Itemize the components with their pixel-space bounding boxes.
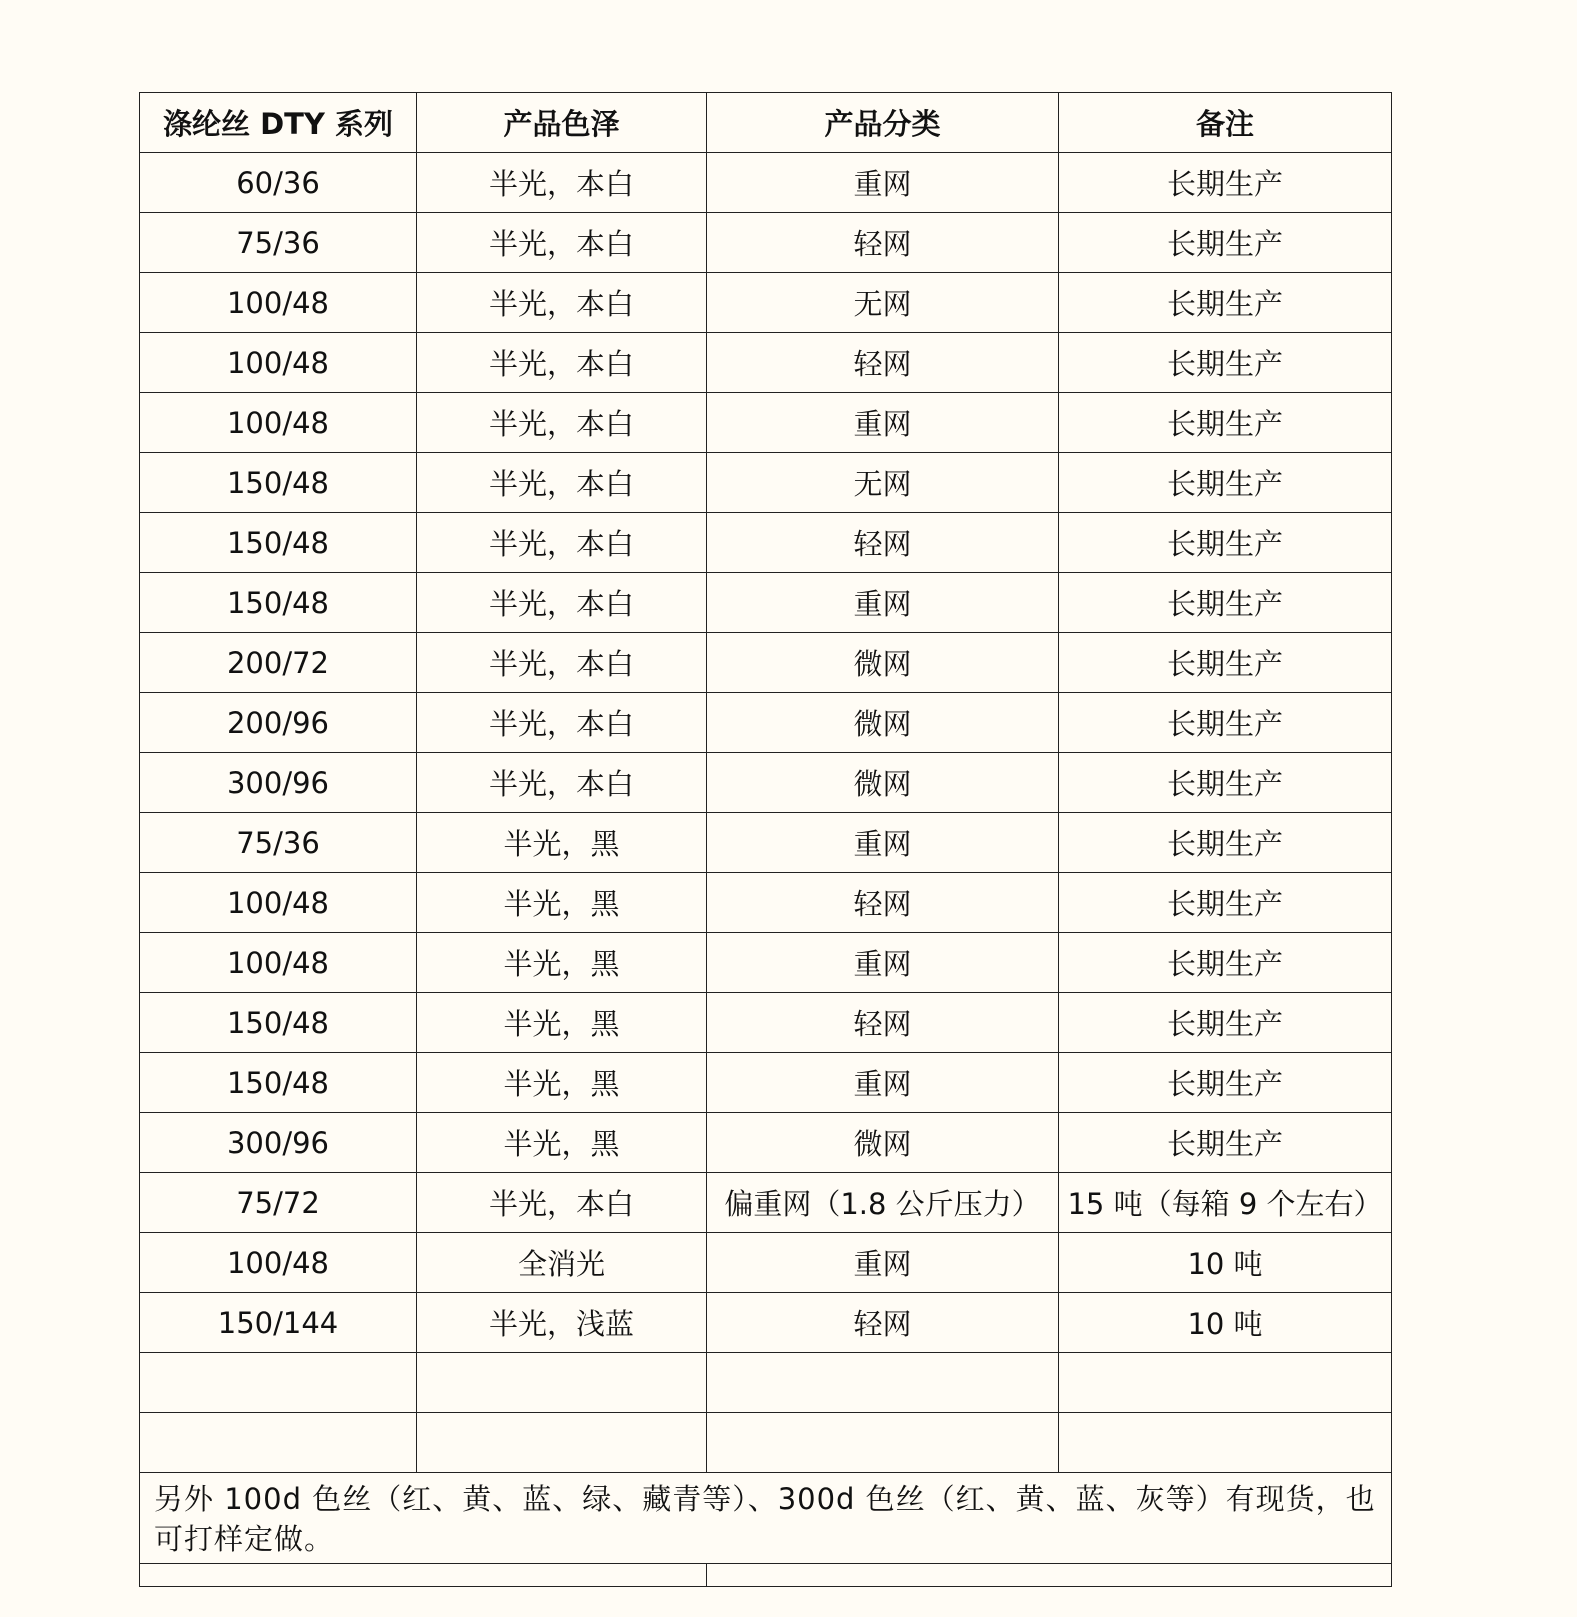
cell-series: 100/48 <box>140 273 417 333</box>
table-row-empty <box>140 1413 1392 1473</box>
table-row <box>140 753 1392 813</box>
cell-category: 微网 <box>707 633 1059 693</box>
cell-remark: 长期生产 <box>1059 1113 1392 1173</box>
table-row <box>140 813 1392 873</box>
cell-category: 微网 <box>707 753 1059 813</box>
table-body <box>140 153 1392 1587</box>
cell-series: 75/36 <box>140 213 417 273</box>
cell-series: 75/36 <box>140 813 417 873</box>
cell-remark: 长期生产 <box>1059 873 1392 933</box>
header-row <box>140 93 1392 153</box>
table-row <box>140 873 1392 933</box>
cell-series <box>140 1353 417 1413</box>
cell-series: 150/48 <box>140 993 417 1053</box>
cell-color: 全消光 <box>417 1233 707 1293</box>
header-remark: 备注 <box>1059 93 1392 153</box>
cell-color <box>417 1413 707 1473</box>
cell-category: 重网 <box>707 1053 1059 1113</box>
cell-remark: 长期生产 <box>1059 333 1392 393</box>
cell-category: 无网 <box>707 273 1059 333</box>
cell-remark <box>1059 1353 1392 1413</box>
table-row <box>140 453 1392 513</box>
table-row <box>140 1293 1392 1353</box>
table-row <box>140 693 1392 753</box>
table-row <box>140 1113 1392 1173</box>
cell-series: 100/48 <box>140 1233 417 1293</box>
product-table <box>139 92 1392 1587</box>
cell-category: 重网 <box>707 573 1059 633</box>
table-row <box>140 153 1392 213</box>
cell-color: 半光，本白 <box>417 393 707 453</box>
cell-color: 半光，本白 <box>417 333 707 393</box>
cell-remark: 10 吨 <box>1059 1233 1392 1293</box>
cell-remark: 长期生产 <box>1059 993 1392 1053</box>
cell-remark: 长期生产 <box>1059 213 1392 273</box>
table-row <box>140 933 1392 993</box>
cell-color: 半光，浅蓝 <box>417 1293 707 1353</box>
cell-series: 300/96 <box>140 1113 417 1173</box>
cell-color: 半光，黑 <box>417 993 707 1053</box>
cell-category: 重网 <box>707 153 1059 213</box>
cell-series <box>140 1413 417 1473</box>
cell-color: 半光，黑 <box>417 1053 707 1113</box>
cell-color: 半光，黑 <box>417 933 707 993</box>
table-row <box>140 993 1392 1053</box>
cell-color: 半光，本白 <box>417 1173 707 1233</box>
cell-remark: 长期生产 <box>1059 153 1392 213</box>
cell-remark: 长期生产 <box>1059 813 1392 873</box>
cell-series: 60/36 <box>140 153 417 213</box>
cell-series: 100/48 <box>140 933 417 993</box>
cell-category: 重网 <box>707 393 1059 453</box>
cell-color: 半光，黑 <box>417 873 707 933</box>
cell-color: 半光，本白 <box>417 633 707 693</box>
cell-partial-right <box>707 1564 1392 1587</box>
cell-series: 100/48 <box>140 393 417 453</box>
cell-remark: 长期生产 <box>1059 933 1392 993</box>
cell-remark: 长期生产 <box>1059 393 1392 453</box>
table-row <box>140 1173 1392 1233</box>
table-row <box>140 213 1392 273</box>
cell-series: 300/96 <box>140 753 417 813</box>
cell-series: 75/72 <box>140 1173 417 1233</box>
cell-remark <box>1059 1413 1392 1473</box>
cell-color: 半光，本白 <box>417 693 707 753</box>
header-series: 涤纶丝 DTY 系列 <box>140 93 417 153</box>
cell-color: 半光，本白 <box>417 573 707 633</box>
cell-category: 重网 <box>707 813 1059 873</box>
cell-color: 半光，黑 <box>417 1113 707 1173</box>
cell-category: 重网 <box>707 1233 1059 1293</box>
table-row-empty <box>140 1353 1392 1413</box>
cell-color: 半光，本白 <box>417 213 707 273</box>
cell-series: 100/48 <box>140 333 417 393</box>
table-row <box>140 1233 1392 1293</box>
cell-color: 半光，本白 <box>417 753 707 813</box>
table-row-partial <box>140 1564 1392 1587</box>
cell-category <box>707 1413 1059 1473</box>
header-category: 产品分类 <box>707 93 1059 153</box>
cell-series: 200/72 <box>140 633 417 693</box>
cell-remark: 长期生产 <box>1059 273 1392 333</box>
table-row <box>140 333 1392 393</box>
footnote-row <box>140 1473 1392 1564</box>
cell-remark: 长期生产 <box>1059 693 1392 753</box>
cell-color: 半光，本白 <box>417 453 707 513</box>
cell-category: 无网 <box>707 453 1059 513</box>
cell-series: 150/144 <box>140 1293 417 1353</box>
cell-partial-left <box>140 1564 707 1587</box>
cell-category: 轻网 <box>707 333 1059 393</box>
cell-category: 轻网 <box>707 993 1059 1053</box>
cell-color <box>417 1353 707 1413</box>
cell-remark: 长期生产 <box>1059 573 1392 633</box>
cell-series: 100/48 <box>140 873 417 933</box>
table-row <box>140 573 1392 633</box>
cell-series: 200/96 <box>140 693 417 753</box>
footnote-text: 另外 100d 色丝（红、黄、蓝、绿、藏青等）、300d 色丝（红、黄、蓝、灰等）有现货，也可打样定做。 <box>140 1473 1392 1564</box>
cell-remark: 长期生产 <box>1059 453 1392 513</box>
cell-category: 轻网 <box>707 873 1059 933</box>
cell-remark: 长期生产 <box>1059 513 1392 573</box>
table-row <box>140 513 1392 573</box>
cell-color: 半光，本白 <box>417 513 707 573</box>
cell-category: 轻网 <box>707 1293 1059 1353</box>
cell-remark: 长期生产 <box>1059 753 1392 813</box>
table-row <box>140 393 1392 453</box>
cell-color: 半光，黑 <box>417 813 707 873</box>
cell-color: 半光，本白 <box>417 153 707 213</box>
header-color: 产品色泽 <box>417 93 707 153</box>
cell-category <box>707 1353 1059 1413</box>
cell-remark: 长期生产 <box>1059 1053 1392 1113</box>
cell-remark: 15 吨（每箱 9 个左右） <box>1059 1173 1392 1233</box>
cell-category: 偏重网（1.8 公斤压力） <box>707 1173 1059 1233</box>
cell-category: 微网 <box>707 1113 1059 1173</box>
cell-category: 轻网 <box>707 513 1059 573</box>
cell-category: 微网 <box>707 693 1059 753</box>
cell-series: 150/48 <box>140 1053 417 1113</box>
cell-remark: 长期生产 <box>1059 633 1392 693</box>
cell-category: 轻网 <box>707 213 1059 273</box>
table-row <box>140 1053 1392 1113</box>
cell-series: 150/48 <box>140 573 417 633</box>
cell-series: 150/48 <box>140 513 417 573</box>
table-row <box>140 633 1392 693</box>
table-row <box>140 273 1392 333</box>
cell-series: 150/48 <box>140 453 417 513</box>
cell-remark: 10 吨 <box>1059 1293 1392 1353</box>
cell-color: 半光，本白 <box>417 273 707 333</box>
cell-category: 重网 <box>707 933 1059 993</box>
